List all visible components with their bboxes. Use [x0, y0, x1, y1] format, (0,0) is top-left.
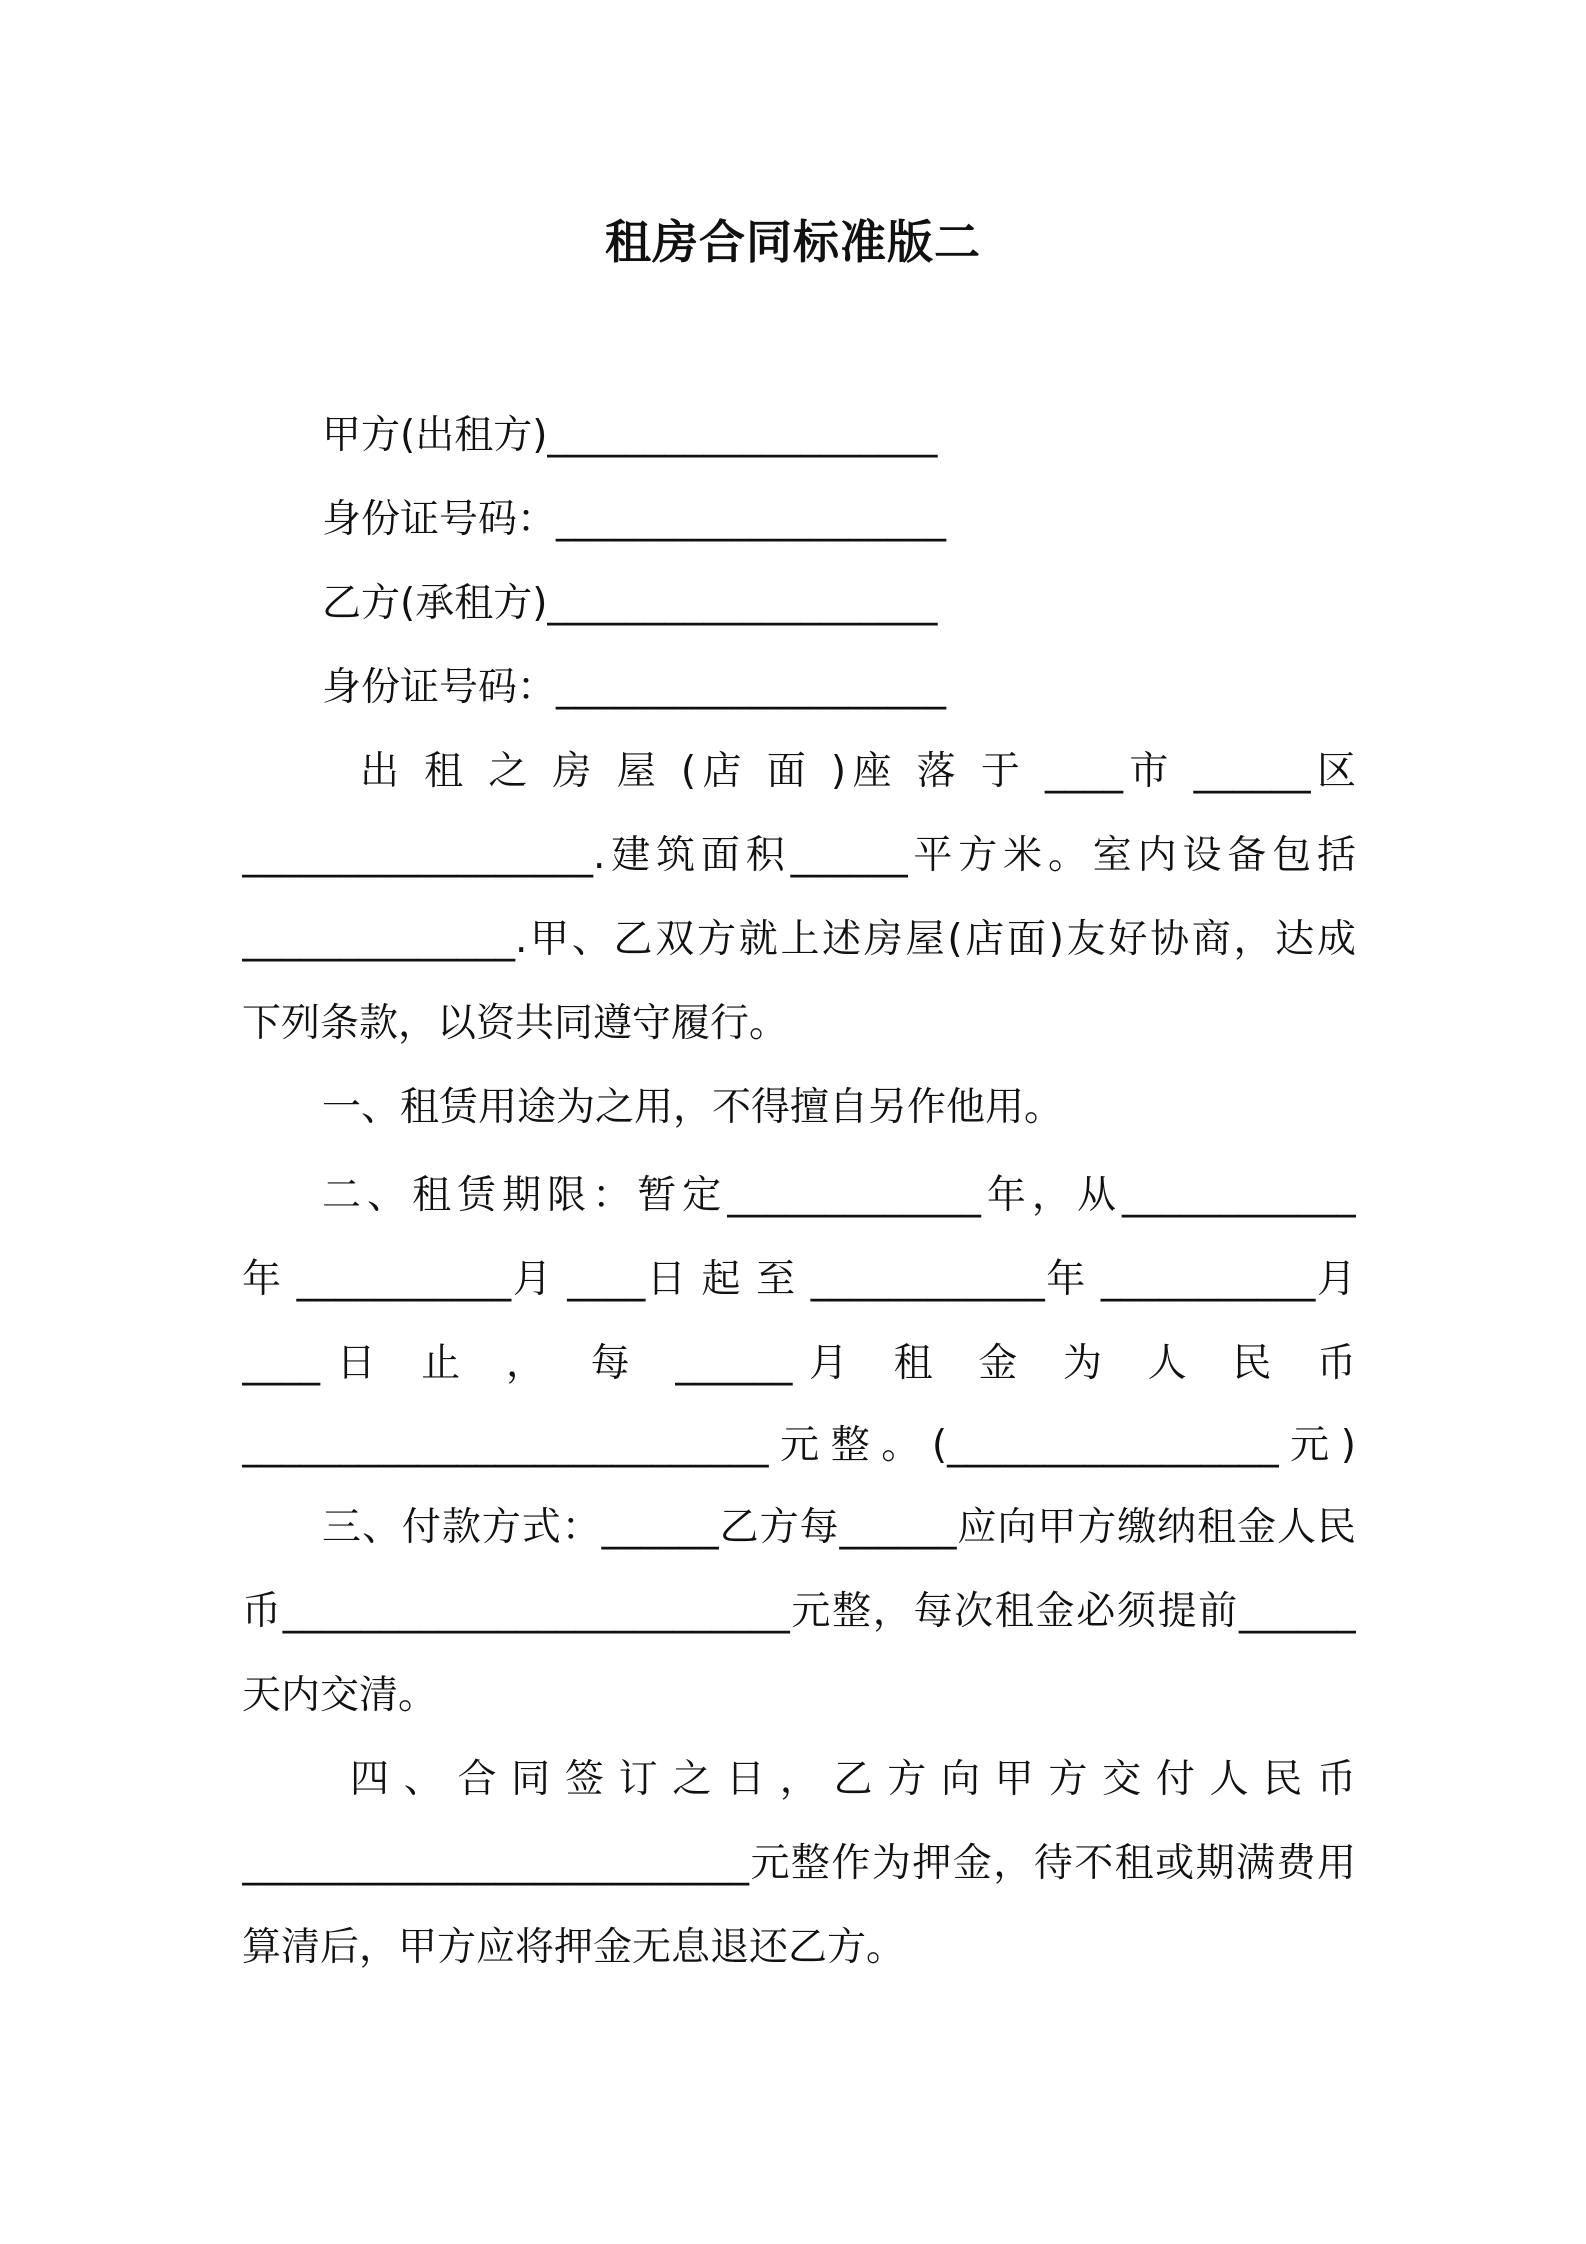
clause-2-line-2: 年 ___________月 ____日 起 至 ____________年 ___________月 [242, 1257, 1356, 1302]
clause-3-line-3: 天内交清。 [242, 1673, 438, 1718]
clause-1-line-1: 一、租赁用途为之用，不得擅自另作他用。 [322, 1085, 1064, 1130]
clause-2-line-4: ___________________________元整。(_________________元) [242, 1423, 1356, 1468]
party-b-id-line: 身份证号码：____________________ [322, 665, 947, 710]
clause-4-line-2: __________________________元整作为押金，待不租或期满费用 [242, 1841, 1356, 1886]
clause-4-line-3: 算清后，甲方应将押金无息退还乙方。 [242, 1925, 906, 1970]
clause-3-line-2: 币__________________________元整，每次租金必须提前______ [242, 1589, 1356, 1634]
party-b-line: 乙方(承租方)____________________ [322, 581, 938, 626]
clause-3-line-1: 三、付款方式：______乙方每______应向甲方缴纳租金人民 [322, 1505, 1356, 1550]
party-a-id-line: 身份证号码：____________________ [322, 497, 947, 542]
preamble-line-3: ______________.甲、乙双方就上述房屋(店面)友好协商，达成 [242, 917, 1356, 962]
document-title: 租房合同标准版二 [605, 215, 981, 269]
preamble-line-2: __________________.建筑面积______平方米。室内设备包括 [242, 833, 1356, 878]
clause-2-line-1: 二、租赁期限：暂定_____________年，从____________ [322, 1173, 1356, 1218]
preamble-line-1: 出 租 之 房 屋 (店 面 )座 落 于 ____市 ______区 [360, 749, 1356, 794]
clause-4-line-1: 四 、 合 同 签 订 之 日 ， 乙 方 向 甲 方 交 付 人 民 币 [350, 1757, 1356, 1802]
preamble-line-4: 下列条款，以资共同遵守履行。 [242, 1001, 789, 1046]
clause-2-line-3: ____日 止 ， 每 ______月 租 金 为 人 民 币 [242, 1341, 1356, 1386]
party-a-line: 甲方(出租方)____________________ [322, 413, 938, 458]
